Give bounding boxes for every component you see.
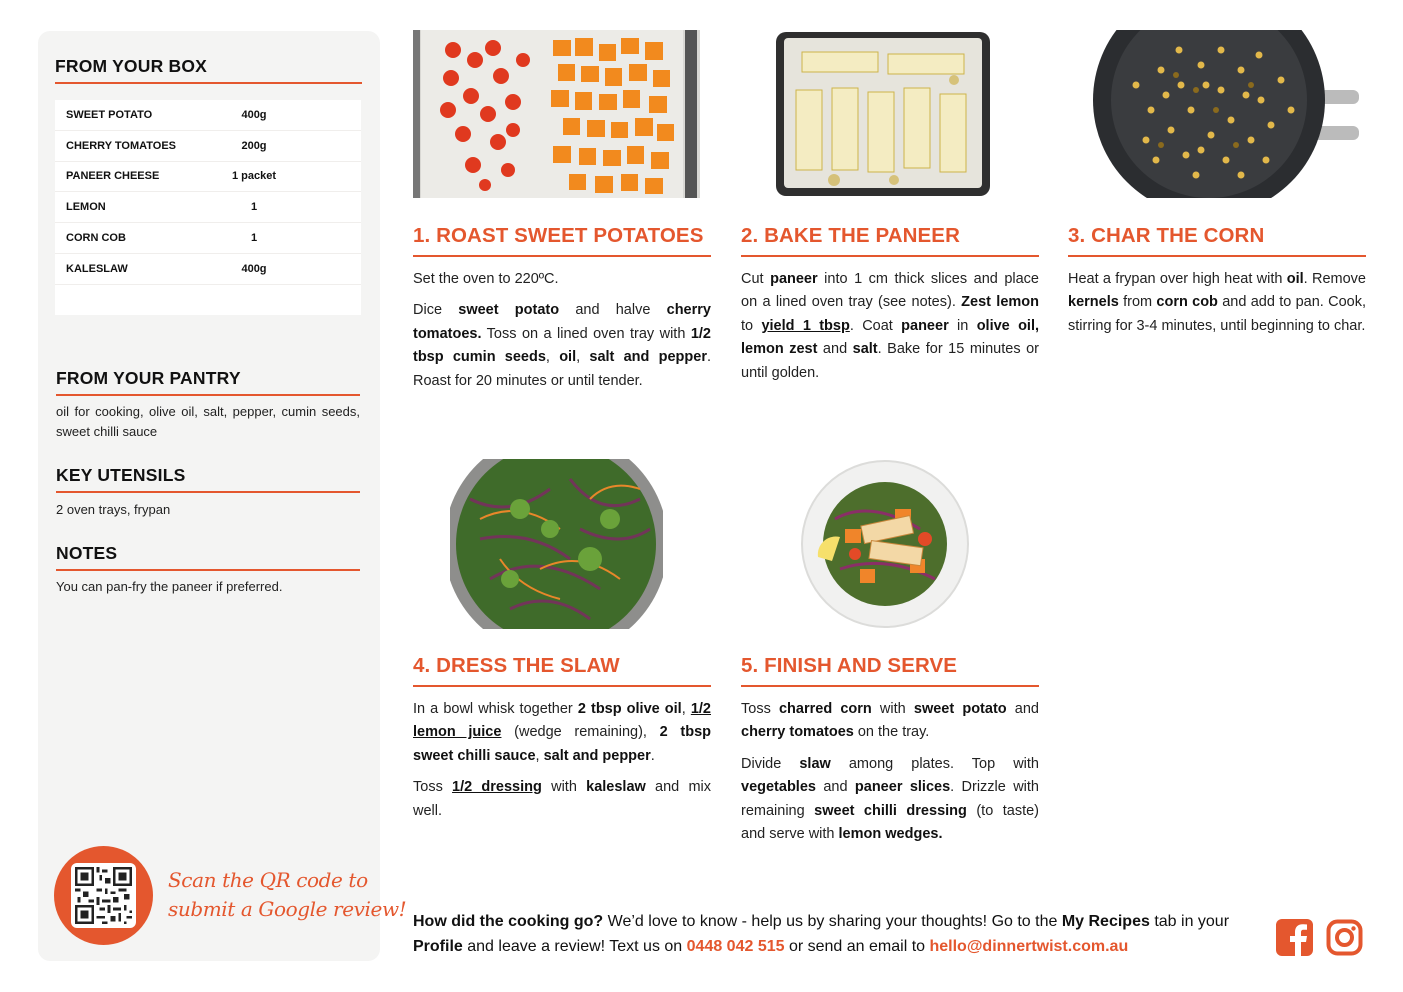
section-divider: [55, 82, 362, 84]
section-divider: [413, 255, 711, 257]
step-3-photo: [1091, 30, 1359, 198]
ingredient-name: CHERRY TOMATOES: [66, 139, 177, 152]
ingredient-qty: 1: [250, 201, 258, 214]
qr-review-prompt: [168, 866, 406, 924]
utensils-text: 2 oven trays, frypan: [56, 502, 171, 517]
ingredient-name: KALESLAW: [66, 262, 128, 275]
table-row: [55, 131, 361, 162]
ingredient-name: SWEET POTATO: [66, 108, 153, 121]
from-your-pantry-title: FROM YOUR PANTRY: [56, 368, 241, 388]
step-1-text: Set the oven to 220ºC.: [413, 271, 559, 287]
step-4-body: [413, 698, 711, 831]
step-1-body: [413, 268, 711, 401]
step-3-text: Heat a frypan over high heat with oil. Remove kernels from corn cob and add to pan. Cook, stirring for 3-4 minutes, until beginning to char.: [1068, 271, 1366, 334]
facebook-link[interactable]: [1276, 919, 1313, 956]
facebook-icon[interactable]: [1276, 919, 1313, 956]
table-row-empty: [55, 285, 361, 315]
key-utensils-title: KEY UTENSILS: [56, 465, 186, 485]
step-5-title: 5. FINISH AND SERVE: [741, 654, 958, 677]
instagram-link[interactable]: [1326, 919, 1363, 956]
pantry-text: oil for cooking, olive oil, salt, pepper, cumin seeds, sweet chilli sauce: [56, 404, 360, 439]
step-5-text: Toss charred corn with sweet potato and cherry tomatoes on the tray.: [741, 701, 1039, 741]
step-2-title: 2. BAKE THE PANEER: [741, 224, 960, 247]
qr-code-badge[interactable]: [54, 846, 153, 945]
table-row: [55, 223, 361, 254]
section-divider: [56, 394, 360, 396]
step-4-text: In a bowl whisk together 2 tbsp olive oil, 1/2 lemon juice (wedge remaining), 2 tbsp sweet chilli sauce, salt and pepper.: [413, 701, 712, 764]
ingredient-qty: 200g: [241, 139, 267, 152]
table-row: [55, 192, 361, 223]
step-4-text: Toss 1/2 dressing with kaleslaw and mix well.: [413, 779, 711, 819]
step-4-title: 4. DRESS THE SLAW: [413, 654, 620, 677]
ingredient-name: PANEER CHEESE: [66, 170, 160, 183]
instagram-icon[interactable]: [1326, 919, 1363, 956]
step-2-text: Cut paneer into 1 cm thick slices and place on a lined oven tray (see notes). Zest lemon to yield 1 tbsp. Coat paneer in olive oil, lemon zest and salt. Bake for 15 minutes or until golden.: [741, 271, 1040, 381]
section-divider: [741, 255, 1039, 257]
ingredients-table: [55, 100, 361, 315]
ingredient-qty: 1: [250, 232, 258, 245]
notes-title: NOTES: [56, 543, 118, 563]
notes-text: You can pan-fry the paneer if preferred.: [56, 579, 283, 594]
table-row: [55, 162, 361, 193]
ingredient-qty: 1 packet: [231, 170, 277, 183]
step-3-body: [1068, 268, 1366, 346]
step-4-photo: [450, 459, 663, 629]
step-2-photo: [774, 30, 992, 198]
table-row: [55, 100, 361, 131]
ingredient-name: CORN COB: [66, 232, 126, 245]
ingredient-name: LEMON: [66, 201, 106, 214]
step-1-photo: [413, 30, 700, 198]
section-divider: [1068, 255, 1366, 257]
step-3-title: 3. CHAR THE CORN: [1068, 224, 1265, 247]
qr-code-icon[interactable]: [71, 863, 136, 928]
ingredient-qty: 400g: [241, 262, 267, 275]
qr-text-line: submit a Google review!: [168, 897, 407, 921]
review-footer-text: How did the cooking go? We’d love to know - help us by sharing your thoughts! Go to the My Recipes tab in your Profile and leave a review! Text us on 0448 042 515 or send an email to hello@dinnertwist.com.au: [413, 913, 1230, 955]
from-your-box-title: FROM YOUR BOX: [55, 56, 208, 76]
qr-text-line: Scan the QR code to: [168, 868, 368, 892]
step-1-text: Dice sweet potato and halve cherry tomatoes. Toss on a lined oven tray with 1/2 tbsp cumin seeds, oil, salt and pepper. Roast for 20 minutes or until tender.: [413, 302, 712, 389]
step-5-body: [741, 698, 1039, 854]
section-divider: [741, 685, 1039, 687]
ingredient-qty: 400g: [241, 108, 267, 121]
section-divider: [56, 569, 360, 571]
table-row: [55, 254, 361, 285]
section-divider: [56, 491, 360, 493]
step-2-body: [741, 268, 1039, 393]
step-5-text: Divide slaw among plates. Top with vegetables and paneer slices. Drizzle with remaining sweet chilli dressing (to taste) and serve with lemon wedges.: [741, 755, 1040, 843]
section-divider: [413, 685, 711, 687]
step-1-title: 1. ROAST SWEET POTATOES: [413, 224, 704, 247]
step-5-photo: [800, 459, 970, 629]
